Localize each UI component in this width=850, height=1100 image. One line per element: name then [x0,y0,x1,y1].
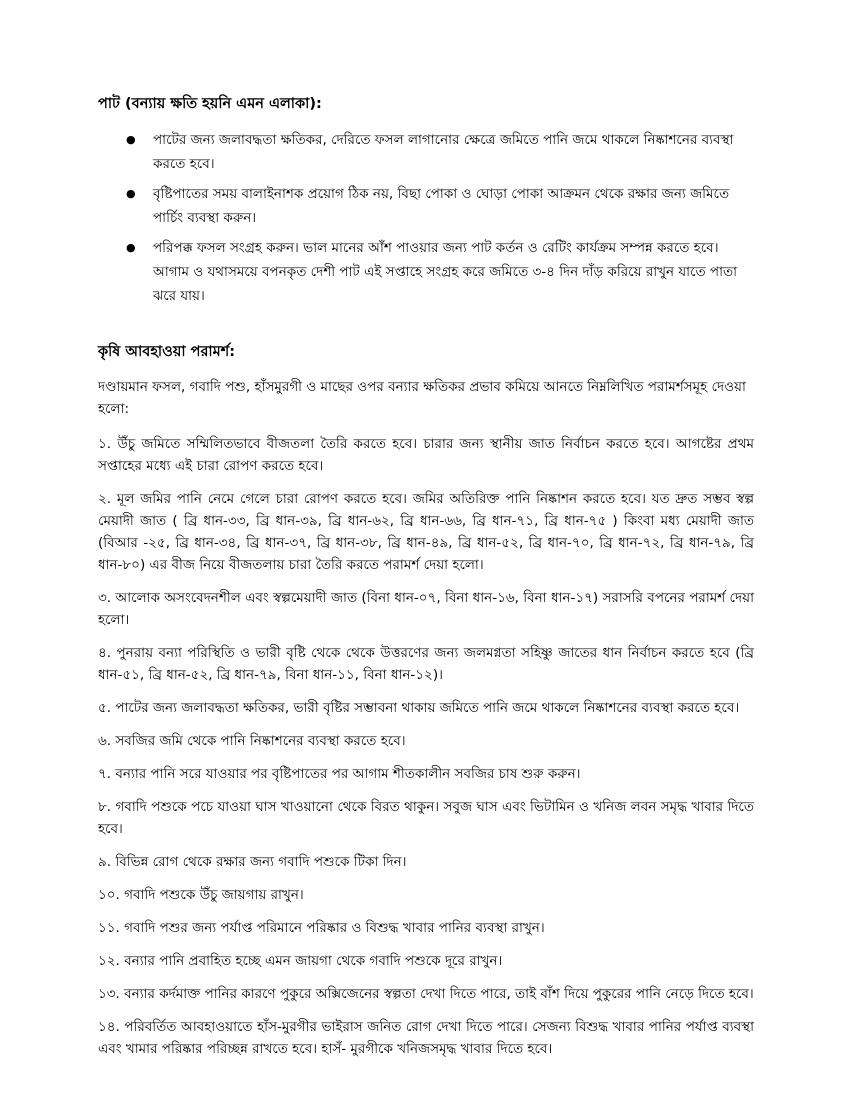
advice-item-2: ২. মূল জমির পানি নেমে গেলে চারা রোপণ করতে হবে। জমির অতিরিক্ত পানি নিষ্কাশন করতে হবে। যত দ্রুত সম্ভব স্বল্প মেয়াদী জাত ( ব্রি ধান-৩৩, ব্রি ধান-৩৯, ব্রি ধান-৬২, ব্রি ধান-৬৬, ব্রি ধান-৭১, ব্রি ধান-৭৫ ) কিংবা মধ্য মেয়াদী জাত (বিআর -২৫, ব্রি ধান-৩৪, ব্রি ধান-৩৭, ব্রি ধান-৩৮, ব্রি ধান-৪৯, ব্রি ধান-৫২, ব্রি ধান-৭০, ব্রি ধান-৭২, ব্রি ধান-৭৯, ব্রি ধান-৮০) এর বীজ নিয়ে বীজতলায় চারা তৈরি করতে পরামর্শ দেয়া হলো। [98,491,754,573]
bullet-item: ● পরিপক্ক ফসল সংগ্রহ করুন। ভাল মানের আঁশ পাওয়ার জন্য পাট কর্তন ও রেটিং কার্যক্রম সম্পন্ন করতে হবে। আগাম ও যথাসময়ে বপনকৃত দেশী পাট এই সপ্তাহে সংগ্রহ করে জমিতে ৩-৪ দিন দাঁড় করিয়ে রাখুন যাতে পাতা ঝরে যায়। [153,236,754,308]
advice-item-4: ৪. পুনরায় বন্যা পরিস্থিতি ও ভারী বৃষ্টি থেকে থেকে উত্তরণের জন্য জলমগ্নতা সহিষ্ণু জাতের ধান নির্বাচন করতে হবে (ব্রি ধান-৫১, ব্রি ধান-৫২, ব্রি ধান-৭৯, বিনা ধান-১১, বিনা ধান-১২)। [98,645,754,683]
advice-item-6: ৬. সবজির জমি থেকে পানি নিষ্কাশনের ব্যবস্থা করতে হবে। [98,733,406,749]
advice-item-9: ৯. বিভিন্ন রোগ থেকে রক্ষার জন্য গবাদি পশুকে টিকা দিন। [98,854,407,870]
advice-item-13: ১৩. বন্যার কর্দমাক্ত পানির কারণে পুকুরে অক্সিজেনের স্বল্পতা দেখা দিতে পারে, তাই বাঁশ দিয়ে পুকুরের পানি নেড়ে দিতে হবে। [98,986,754,1002]
advice-item-11: ১১. গবাদি পশুর জন্য পর্যাপ্ত পরিমানে পরিষ্কার ও বিশুদ্ধ খাবার পানির ব্যবস্থা রাখুন। [98,920,545,936]
advice-item-3: ৩. আলোক অসংবেদনশীল এবং স্বল্পমেয়াদী জাত (বিনা ধান-০৭, বিনা ধান-১৬, বিনা ধান-১৭) সরাসরি বপনের পরামর্শ দেয়া হলো। [98,590,754,628]
advice-item-5: ৫. পাটের জন্য জলাবদ্ধতা ক্ষতিকর, ভারী বৃষ্টির সম্ভাবনা থাকায় জমিতে পানি জমে থাকলে নিষ্কাশনের ব্যবস্থা করতে হবে। [98,700,740,716]
bullet-item: ● পাটের জন্য জলাবদ্ধতা ক্ষতিকর, দেরিতে ফসল লাগানোর ক্ষেত্রে জমিতে পানি জমে থাকলে নিষ্কাশনের ব্যবস্থা করতে হবে। [153,128,754,176]
advice-item-12: ১২. বন্যার পানি প্রবাহিত হচ্ছে এমন জায়গা থেকে গবাদি পশুকে দূরে রাখুন। [98,953,503,969]
advice-item-8: ৮. গবাদি পশুকে পচে যাওয়া ঘাস খাওয়ানো থেকে বিরত থাকুন। সবুজ ঘাস এবং ভিটামিন ও খনিজ লবন সমৃদ্ধ খাবার দিতে হবে। [98,799,754,837]
advice-item-14: ১৪. পরিবর্তিত আবহাওয়াতে হাঁস-মুরগীর ভাইরাস জনিত রোগ দেখা দিতে পারে। সেজন্য বিশুদ্ধ খাবার পানির পর্যাপ্ত ব্যবস্থা এবং খামার পরিষ্কার পরিচ্ছন্ন রাখতে হবে। হাসঁ- মুরগীকে খনিজসমৃদ্ধ খাবার দিতে হবে। [98,1019,754,1057]
jute-section-heading: পাট (বন্যায় ক্ষতি হয়নি এমন এলাকা): [98,96,322,112]
agro-advice-intro: দণ্ডায়মান ফসল, গবাদি পশু, হাঁসমুরগী ও মাছের ওপর বন্যার ক্ষতিকর প্রভাব কমিয়ে আনতে নিম্নলিখিত পরামর্শসমূহ দেওয়া হলো: [98,379,746,417]
advice-item-1: ১. উঁচু জমিতে সম্মিলিতভাবে বীজতলা তৈরি করতে হবে। চারার জন্য স্থানীয় জাত নির্বাচন করতে হবে। আগষ্টের প্রথম সপ্তাহের মধ্যে এই চারা রোপণ করতে হবে। [98,436,754,474]
advice-item-10: ১০. গবাদি পশুকে উঁচু জায়গায় রাখুন। [98,887,304,903]
agro-advice-heading: কৃষি আবহাওয়া পরামর্শ: [98,344,236,360]
advice-item-7: ৭. বন্যার পানি সরে যাওয়ার পর বৃষ্টিপাতের পর আগাম শীতকালীন সবজির চাষ শুরু করুন। [98,766,581,782]
jute-bullet-list [98,128,754,308]
bullet-item: ● বৃষ্টিপাতের সময় বালাইনাশক প্রয়োগ ঠিক নয়, বিছা পোকা ও ঘোড়া পোকা আক্রমন থেকে রক্ষার জন্য জমিতে পার্চিং ব্যবস্থা করুন। [153,182,754,230]
